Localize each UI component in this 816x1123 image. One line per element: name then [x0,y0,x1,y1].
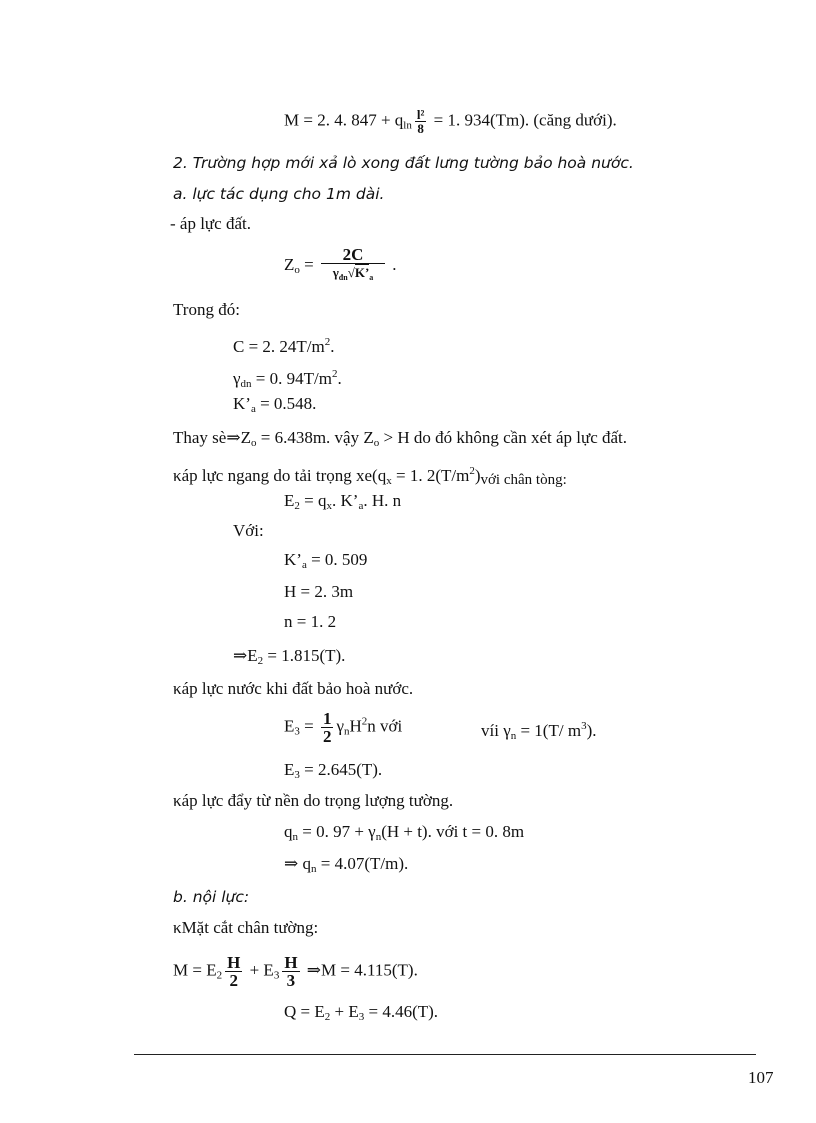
ka-value-2: $K’_a = 0$. 509 [284,550,368,571]
fraction-l2-over-8: $\frac{\text{l²}}{8}$ [416,107,425,136]
h-value: H = 2. 3m [284,582,354,601]
e2-result: $\Rightarrow E_2 = 1.815(T)$. [233,646,346,667]
e3-formula: $E_3$ = $\frac{1}{2}$ $\gamma_nH^2n$ với [284,709,403,746]
with-label: Với: [233,521,264,540]
z0-equation: $Z_o$ = $\frac{2C}{\gamma_{đn}√K’_a}$ . [284,246,396,286]
moment-formula: $M = E_2$ $\frac{H}{2}$ + $E_3$ $\frac{H}{3}$ ⇒M = 4.115(T). [173,953,418,990]
wall-base-section-heading: κMặt cắt chân tường: [173,918,319,937]
subsection-b-heading: b. nội lực: [173,888,250,906]
qn-result: ⇒ $q_n = 4.07(T/m)$. [284,854,409,875]
uplift-heading: κáp lực đẩy từ nền do trọng lượng tường. [173,791,454,810]
subsection-a-heading: a. lực tác dụng cho 1m dài. [173,185,385,203]
case2-heading: 2. Trường hợp mới xả lò xong đất lưng tường bảo hoà nước. [173,154,634,172]
gamma-n-value: víi $\gamma_n = 1(T/$ $m^3$). [481,720,597,742]
where-label: Trong đó: [173,300,240,319]
n-value: n = 1. 2 [284,612,337,631]
z0-fraction: $\frac{2C}{\gamma_{đn}√K’_a}$ [321,246,385,286]
ka-value: $K’_a = 0.548$. [233,394,317,415]
page-number: 107 [748,1068,774,1087]
shear-formula: $Q = E_2 + E_3 = 4.46(T)$. [284,1002,439,1023]
c-value: C = 2. $24T/m^2$. [233,336,335,356]
fraction-h-over-2: $\frac{H}{2}$ [227,953,241,990]
substitution-line: Thay $sè\Rightarrow Z_o = 6.438m$. vậy $Z_o > H$ do đó không cần xét áp lực đất. [173,428,628,449]
earth-pressure-label: - áp lực đất. [170,214,251,233]
water-pressure-heading: κáp lực nước khi đất bảo hoà nước. [173,679,414,698]
horizontal-pressure-heading: κáp lực ngang do tải trọng $xe(q_x = 1$. $2(T/m^2)với$ chân tòng: [173,465,567,488]
moment-equation: M = 2. 4. $847 + q_{ln}$ $\frac{\text{l²}}{8}$ = 1. 934(Tm). (căng dưới). [284,107,617,136]
qn-formula: $q_n = 0$. $97 + \gamma_n(H + t)$. với t = 0. 8m [284,822,525,843]
footer-rule [134,1054,756,1055]
e2-formula: $E_2 = q_x$. $K’_a$. H. n [284,491,402,512]
e3-result: $E_3 = 2.645(T)$. [284,760,383,781]
fraction-h-over-3: $\frac{H}{3}$ [284,953,298,990]
fraction-one-half: $\frac{1}{2}$ [322,709,332,746]
gamma-dn-value: $\gamma_{dn} = 0$. $94T/m^2$. [233,368,342,390]
